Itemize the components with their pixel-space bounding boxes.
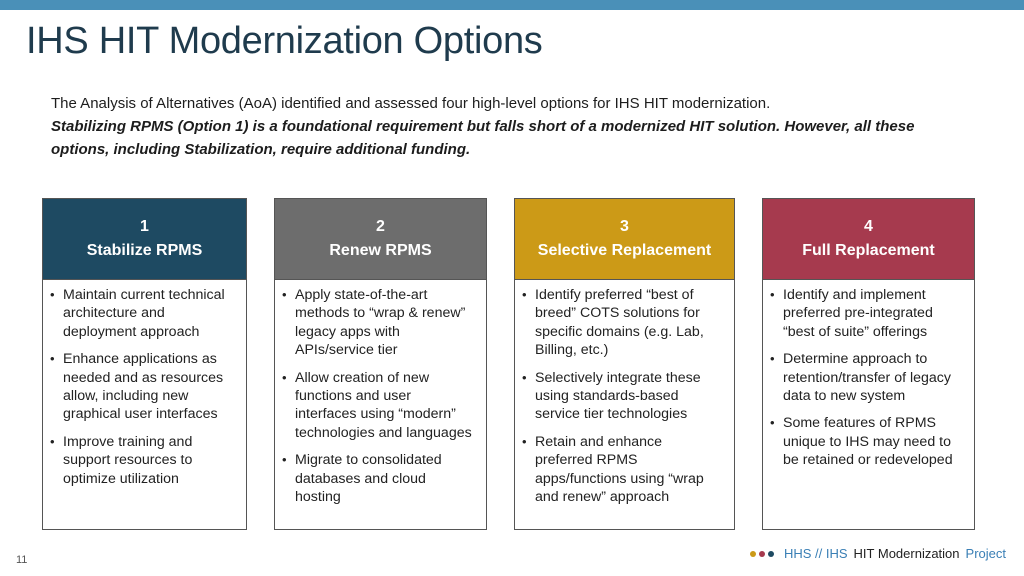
option-bullets — [275, 280, 486, 506]
intro-line-emphasis: Stabilizing RPMS (Option 1) is a foundational requirement but falls short of a modernized HIT solution. However, all these options, including Stabilization, require additional funding. — [51, 118, 915, 158]
bullet-item: • Allow creation of new functions and user interfaces using “modern” technologies and languages — [295, 369, 474, 443]
bullet-item: • Migrate to consolidated databases and cloud hosting — [295, 451, 474, 506]
option-header-3 — [515, 199, 734, 280]
option-name: Renew RPMS — [329, 242, 432, 259]
page-number: 11 — [16, 554, 28, 566]
option-number: 2 — [376, 218, 385, 235]
bullet-item: • Selectively integrate these using standards-based service tier technologies — [535, 369, 722, 424]
option-card-1 — [42, 198, 247, 530]
bullet-item: • Identify preferred “best of breed” COTS solutions for specific domains (e.g. Lab, Billing, etc.) — [535, 286, 722, 360]
option-number: 4 — [864, 218, 873, 235]
option-name: Full Replacement — [802, 242, 935, 259]
option-bullets — [43, 280, 246, 488]
bullet-item: • Maintain current technical architecture and deployment approach — [63, 286, 234, 341]
option-header-2 — [275, 199, 486, 280]
option-number: 1 — [140, 218, 149, 235]
bullet-item: • Improve training and support resources to optimize utilization — [63, 433, 234, 488]
intro-line-plain: The Analysis of Alternatives (AoA) identified and assessed four high-level options for IHS HIT modernization. — [51, 95, 771, 112]
option-card-3 — [514, 198, 735, 530]
page-title: IHS HIT Modernization Options — [26, 20, 543, 62]
brand-mid: HIT Modernization — [853, 546, 960, 561]
brand-hhs: HHS // IHS — [783, 546, 848, 561]
option-header-4 — [763, 199, 974, 280]
option-name: Selective Replacement — [537, 242, 712, 259]
bullet-item: • Apply state-of-the-art methods to “wrap & renew” legacy apps with APIs/service tier — [295, 286, 474, 360]
option-header-1 — [43, 199, 246, 280]
option-bullets — [763, 280, 974, 470]
option-name: Stabilize RPMS — [86, 242, 203, 259]
option-card-4 — [762, 198, 975, 530]
option-bullets — [515, 280, 734, 506]
intro-text — [51, 92, 971, 161]
bullet-item: • Some features of RPMS unique to IHS may need to be retained or redeveloped — [783, 414, 962, 469]
bullet-item: • Determine approach to retention/transfer of legacy data to new system — [783, 350, 962, 405]
brand-dots-icon — [750, 551, 774, 557]
top-accent-bar — [0, 0, 1024, 10]
option-card-2 — [274, 198, 487, 530]
bullet-item: • Identify and implement preferred pre-integrated “best of suite” offerings — [783, 286, 962, 341]
bullet-item: • Retain and enhance preferred RPMS apps/functions using “wrap and renew” approach — [535, 433, 722, 507]
bullet-item: • Enhance applications as needed and as resources allow, including new graphical user interfaces — [63, 350, 234, 424]
option-number: 3 — [620, 218, 629, 235]
brand-project: Project — [965, 546, 1006, 561]
footer-brand — [750, 546, 1006, 561]
